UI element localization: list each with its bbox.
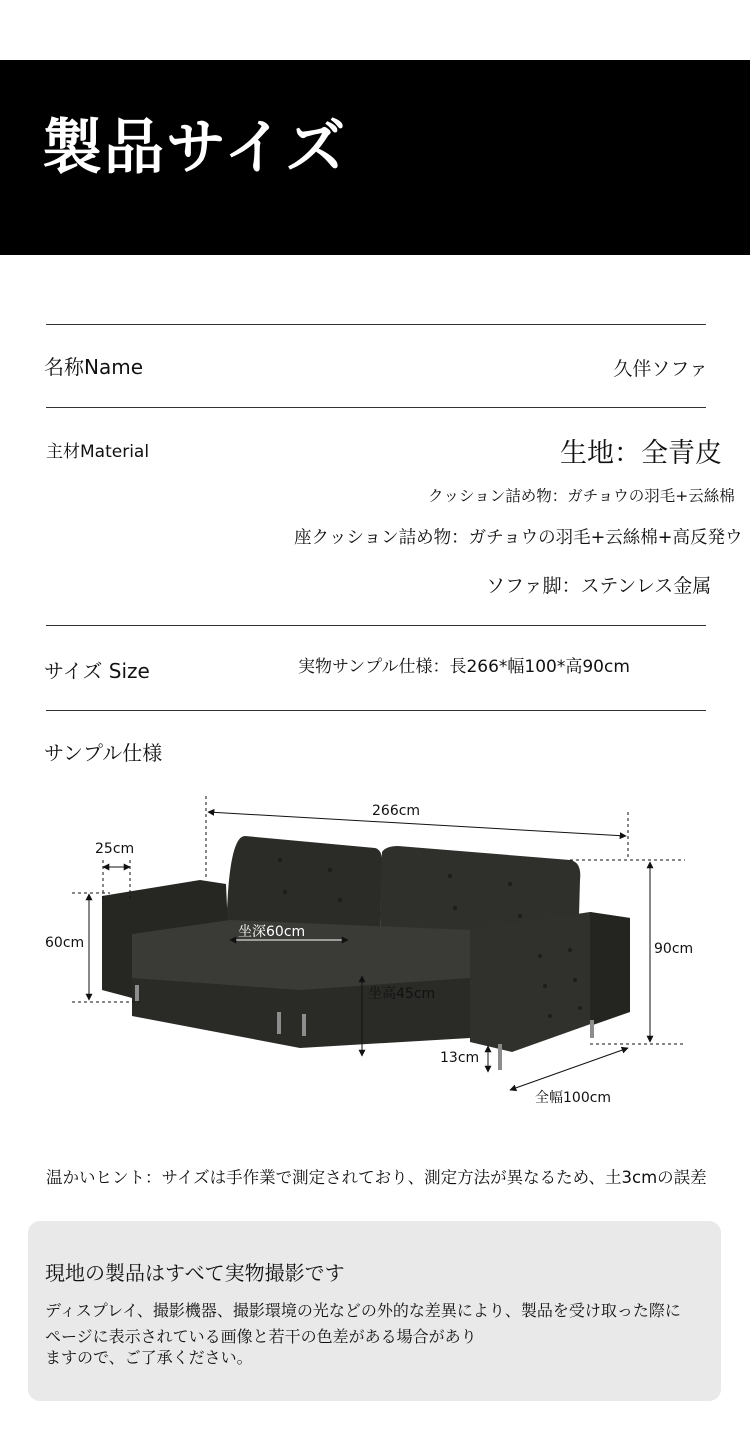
material-seat-fill: 座クッション詰め物：ガチョウの羽毛+云絲棉+高反発ウ <box>294 528 743 548</box>
divider <box>46 710 706 711</box>
material-cushion-fill: クッション詰め物：ガチョウの羽毛+云絲棉 <box>428 488 735 505</box>
name-label: 名称Name <box>44 355 144 379</box>
sofa-dimension-diagram <box>0 780 750 1120</box>
dim-width: 全幅100cm <box>535 1090 612 1106</box>
notice-line-3: ますので、ご了承ください。 <box>45 1348 253 1367</box>
material-legs: ソファ脚：ステンレス金属 <box>486 575 712 597</box>
dim-height: 90cm <box>654 941 694 957</box>
size-value: 実物サンプル仕様：長266*幅100*高90cm <box>298 657 630 677</box>
notice-title: 現地の製品はすべて実物撮影です <box>45 1261 345 1285</box>
dim-arm-width: 25cm <box>95 841 135 857</box>
page-title: 製品サイズ <box>42 113 348 183</box>
dim-seat-depth: 坐深60cm <box>238 924 306 940</box>
divider <box>46 407 706 408</box>
notice-card <box>28 1221 721 1401</box>
material-cushion-wrap <box>400 488 750 510</box>
dim-arm-height: 60cm <box>45 935 85 951</box>
material-fabric: 生地：全青皮 <box>560 438 722 469</box>
material-seat-wrap <box>280 528 750 552</box>
name-value: 久伴ソファ <box>613 358 708 380</box>
dim-length: 266cm <box>372 803 421 819</box>
material-label: 主材Material <box>46 442 150 462</box>
dim-seat-height: 坐高45cm <box>368 986 436 1002</box>
sample-heading: サンプル仕様 <box>44 741 163 765</box>
dim-leg-height: 13cm <box>440 1050 480 1066</box>
hint-wrap <box>44 1168 750 1192</box>
size-hint: 温かいヒント：サイズは手作業で測定されており、測定方法が異なるため、土3cmの誤差 <box>46 1168 707 1187</box>
notice-line-1: ディスプレイ、撮影機器、撮影環境の光などの外的な差異により、製品を受け取った際に <box>45 1301 681 1320</box>
notice-line-2: ページに表示されている画像と若干の色差がある場合があり <box>45 1327 477 1346</box>
size-label: サイズ Size <box>44 659 150 683</box>
divider <box>46 625 706 626</box>
sofa-image <box>102 836 630 1070</box>
divider <box>46 324 706 325</box>
